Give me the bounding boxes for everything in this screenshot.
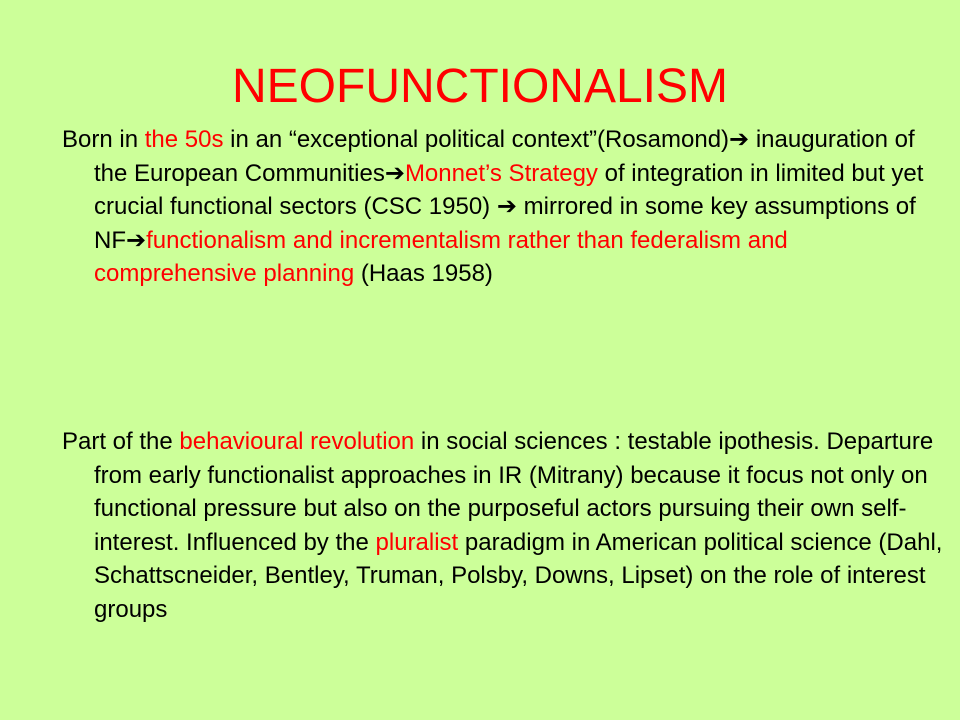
arrow-right-icon: ➔ [729, 125, 750, 153]
paragraph-origins [62, 123, 954, 291]
slide-title: NEOFUNCTIONALISM [231, 60, 729, 113]
text-span: in social sciences : testable ipothesis. Departure from early functionalist approaches in IR (Mitrany) because it focus not only on functional pressure but also on the purposeful actors pursuing their own self-interest. Influenced by the [94, 428, 934, 556]
highlight-the-50s: the 50s [144, 126, 224, 153]
text-span: in an “exceptional political context”(Rosamond) [223, 126, 730, 153]
text-span: inauguration of the European Communities [94, 126, 915, 187]
highlight-monnet-strategy: Monnet’s Strategy [404, 159, 598, 187]
text-span: Part of the [62, 428, 180, 455]
highlight-functionalism: functionalism and incrementalism rather than federalism and comprehensive planning [94, 226, 788, 287]
text-span: of integration in limited but yet crucial functional sectors (CSC 1950) [94, 159, 924, 220]
text-span: Born in [62, 126, 145, 153]
text-span: (Haas 1958) [354, 260, 493, 287]
arrow-right-icon: ➔ [496, 192, 517, 220]
paragraph-behavioural [62, 425, 954, 626]
highlight-behavioural-revolution: behavioural revolution [179, 428, 415, 455]
text-span: paradigm in American political science (Dahl, Schattscneider, Bentley, Truman, Polsby, Downs, Lipset) on the role of interest groups [94, 528, 943, 623]
arrow-right-icon: ➔ [384, 158, 405, 187]
text-span: mirrored in some key assumptions of NF [94, 193, 916, 254]
highlight-pluralist: pluralist [375, 528, 459, 556]
arrow-right-icon: ➔ [126, 225, 147, 254]
